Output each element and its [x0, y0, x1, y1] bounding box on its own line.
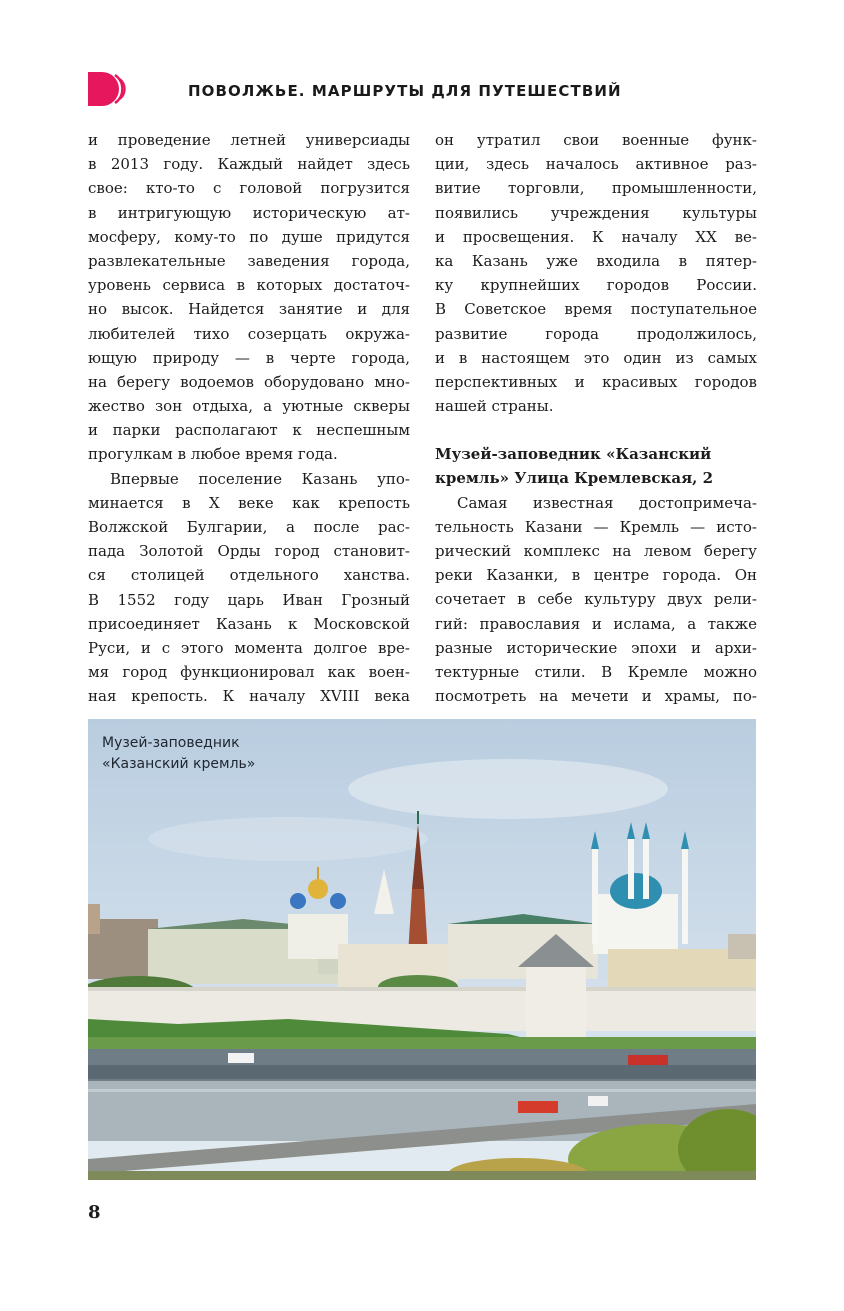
text-line: ся столицей отдельного ханства.	[88, 566, 410, 585]
kremlin-panorama-illustration	[88, 719, 756, 1180]
text-line: тектурные стили. В Кремле можно	[435, 662, 757, 681]
text-line: Самая известная достопримеча-	[457, 493, 757, 512]
text-line: развитие города продолжилось,	[435, 324, 757, 343]
text-line: и в настоящем это один из самых	[435, 348, 757, 367]
text-line: сочетает в себе культуру двух рели-	[435, 590, 757, 609]
text-line: но высок. Найдется занятие и для	[88, 300, 410, 319]
text-line: в 2013 году. Каждый найдет здесь	[88, 155, 410, 174]
text-line: рический комплекс на левом берегу	[435, 542, 757, 560]
text-line: посмотреть на мечети и храмы, по-	[435, 687, 757, 706]
text-line: перспективных и красивых городов	[435, 372, 757, 391]
paragraph	[435, 491, 757, 709]
text-line: ку крупнейших городов России.	[435, 276, 757, 295]
paragraph	[435, 128, 757, 418]
text-line: реки Казанки, в центре города. Он	[435, 566, 757, 585]
text-line: уровень сервиса в которых достаточ-	[88, 276, 410, 295]
page-number: 8	[88, 1202, 101, 1223]
text-line: В Советское время поступательное	[435, 300, 757, 319]
kremlin-photo	[88, 719, 756, 1180]
caption-line: «Казанский кремль»	[102, 756, 256, 772]
paragraph	[88, 467, 410, 709]
text-line: тельность Казани — Кремль — исто-	[435, 517, 757, 536]
text-line: развлекательные заведения города,	[88, 251, 410, 270]
heading-line: кремль» Улица Кремлевская, 2	[435, 469, 714, 488]
text-line: любителей тихо созерцать окружа-	[88, 324, 410, 343]
section-heading	[435, 442, 757, 490]
paragraph	[88, 128, 410, 467]
photo-caption	[102, 733, 255, 775]
text-line: мя город функционировал как воен-	[88, 663, 410, 682]
text-line: и парки располагают к неспешным	[88, 421, 410, 440]
text-line: мосферу, кому-то по душе придутся	[88, 227, 410, 246]
text-line: Волжской Булгарии, а после рас-	[88, 518, 410, 536]
page-header	[88, 72, 758, 112]
text-line: ющую природу — в черте города,	[88, 348, 410, 367]
text-line: нашей страны.	[435, 397, 554, 416]
text-line: присоединяет Казань к Московской	[88, 614, 410, 633]
text-line: В 1552 году царь Иван Грозный	[88, 590, 410, 609]
text-line: минается в X веке как крепость	[88, 493, 410, 512]
text-line: ка Казань уже входила в пятер-	[435, 251, 757, 270]
right-column	[435, 128, 757, 708]
caption-line: Музей-заповедник	[102, 735, 240, 751]
text-line: и просвещения. К началу XX ве-	[435, 227, 757, 246]
text-line: он утратил свои военные функ-	[435, 131, 757, 149]
text-line: Руси, и с этого момента долгое вре-	[88, 638, 410, 657]
text-line: ная крепость. К началу XVIII века	[88, 687, 410, 706]
running-title: ПОВОЛЖЬЕ. МАРШРУТЫ ДЛЯ ПУТЕШЕСТВИЙ	[188, 82, 622, 100]
text-line: на берегу водоемов оборудовано мно-	[88, 372, 410, 391]
text-line: Впервые поселение Казань упо-	[110, 469, 410, 488]
text-line: разные исторические эпохи и архи-	[435, 638, 757, 657]
text-line: появились учреждения культуры	[435, 203, 757, 222]
text-line: ции, здесь началось активное раз-	[435, 155, 757, 174]
text-line: жество зон отдыха, а уютные скверы	[88, 397, 410, 416]
publisher-logo-icon	[88, 72, 128, 106]
text-line: гий: православия и ислама, а также	[435, 614, 757, 633]
text-line: и проведение летней универсиады	[88, 131, 410, 149]
heading-line: Музей-заповедник «Казанский	[435, 445, 712, 464]
text-line: пада Золотой Орды город становит-	[88, 542, 410, 561]
text-line: прогулкам в любое время года.	[88, 445, 338, 464]
left-column	[88, 128, 410, 709]
text-line: витие торговли, промышленности,	[435, 179, 757, 198]
text-line: свое: кто-то с головой погрузится	[88, 179, 410, 198]
text-line: в интригующую историческую ат-	[88, 203, 410, 222]
